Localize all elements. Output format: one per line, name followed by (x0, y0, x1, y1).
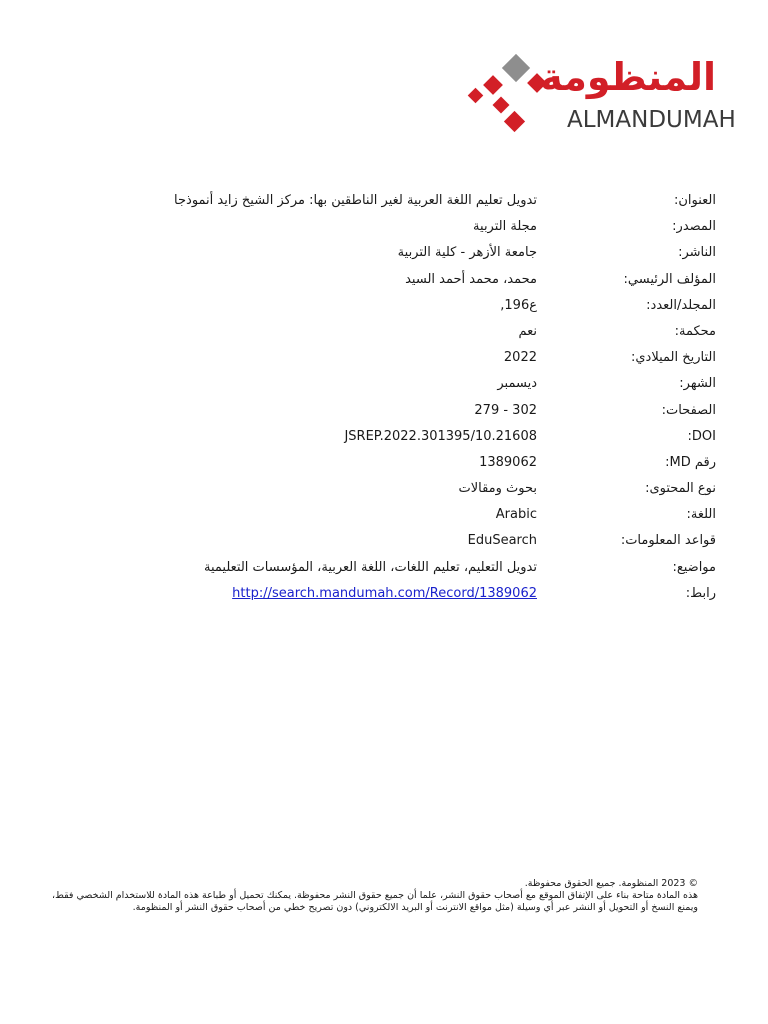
logo-arabic-wordmark: المنظومة (540, 55, 716, 99)
logo-latin-wordmark: ALMANDUMAH (567, 107, 736, 133)
field-label: التاريخ الميلادي: (631, 350, 716, 366)
record-row-title (60, 188, 716, 214)
record-row-pages (60, 398, 716, 424)
field-label: اللغة: (686, 507, 716, 523)
publisher-value: جامعة الأزهر - كلية التربية (397, 245, 537, 261)
record-row-year (60, 345, 716, 371)
record-row-author (60, 267, 716, 293)
year-value: 2022 (503, 350, 537, 366)
record-row-publisher (60, 240, 716, 266)
peer-reviewed-value: نعم (518, 323, 537, 339)
copyright-line: © 2023 المنظومة. جميع الحقوق محفوظة. (524, 878, 698, 889)
title-value: تدويل تعليم اللغة العربية لغير الناطقين بها: مركز الشيخ زايد أنموذجا (174, 193, 537, 208)
field-label: DOI: (687, 428, 716, 444)
content-type-value: بحوث ومقالات (458, 481, 537, 497)
field-label: رقم MD: (665, 454, 716, 470)
field-label: الناشر: (678, 245, 716, 261)
record-row-language (60, 502, 716, 528)
field-label: نوع المحتوى: (645, 481, 716, 497)
subjects-value: تدويل التعليم، تعليم اللغات، اللغة العربية، المؤسسات التعليمية (204, 559, 537, 575)
field-label: المصدر: (672, 219, 716, 235)
record-details (60, 188, 716, 607)
usage-notice: هذه المادة متاحة بناء على الإتفاق الموقع مع أصحاب حقوق النشر، علما أن جميع حقوق النشر محفوظة. يمكنك تحميل أو طباعة هذه المادة للاستخدام الشخصي فقط، ويمنع النسخ أو التحويل أو النشر عبر أي وسيلة (مثل مواقع الانترنت أو البريد الالكتروني) دون تصريح خطي من أصحاب حقوق النشر أو المنظومة. (52, 890, 698, 913)
source-value: مجلة التربية (473, 219, 537, 235)
record-row-peer-reviewed (60, 319, 716, 345)
field-label: قواعد المعلومات: (620, 533, 716, 549)
field-label: مواضيع: (672, 559, 716, 575)
md-number-value: 1389062 (479, 454, 537, 470)
field-label: الشهر: (679, 376, 716, 392)
field-label: الصفحات: (661, 402, 716, 418)
record-row-link (60, 581, 716, 607)
month-value: ديسمبر (497, 376, 537, 392)
record-row-month (60, 371, 716, 397)
record-row-volume-issue (60, 293, 716, 319)
language-value: Arabic (495, 507, 537, 523)
field-label: العنوان: (673, 193, 716, 208)
almandumah-logo (466, 54, 736, 136)
record-row-content-type (60, 476, 716, 502)
record-link[interactable]: http://search.mandumah.com/Record/1389062 (232, 585, 537, 601)
author-value: محمد، محمد أحمد السيد (405, 271, 537, 287)
record-row-subjects (60, 555, 716, 581)
issue-value: ع196, (500, 297, 537, 313)
database-value: EduSearch (467, 533, 537, 549)
record-row-doi (60, 424, 716, 450)
link-value (67, 581, 537, 607)
field-label: محكمة: (674, 323, 716, 339)
record-row-source (60, 214, 716, 240)
field-label: المؤلف الرئيسي: (623, 271, 716, 287)
record-row-md-number (60, 450, 716, 476)
field-label: المجلد/العدد: (646, 297, 716, 313)
record-row-databases (60, 528, 716, 554)
pages-value: 279 - 302 (474, 402, 537, 418)
field-label: رابط: (685, 585, 716, 601)
copyright-footer (52, 878, 698, 914)
doi-value: 10.21608/JSREP.2022.301395 (344, 428, 537, 444)
